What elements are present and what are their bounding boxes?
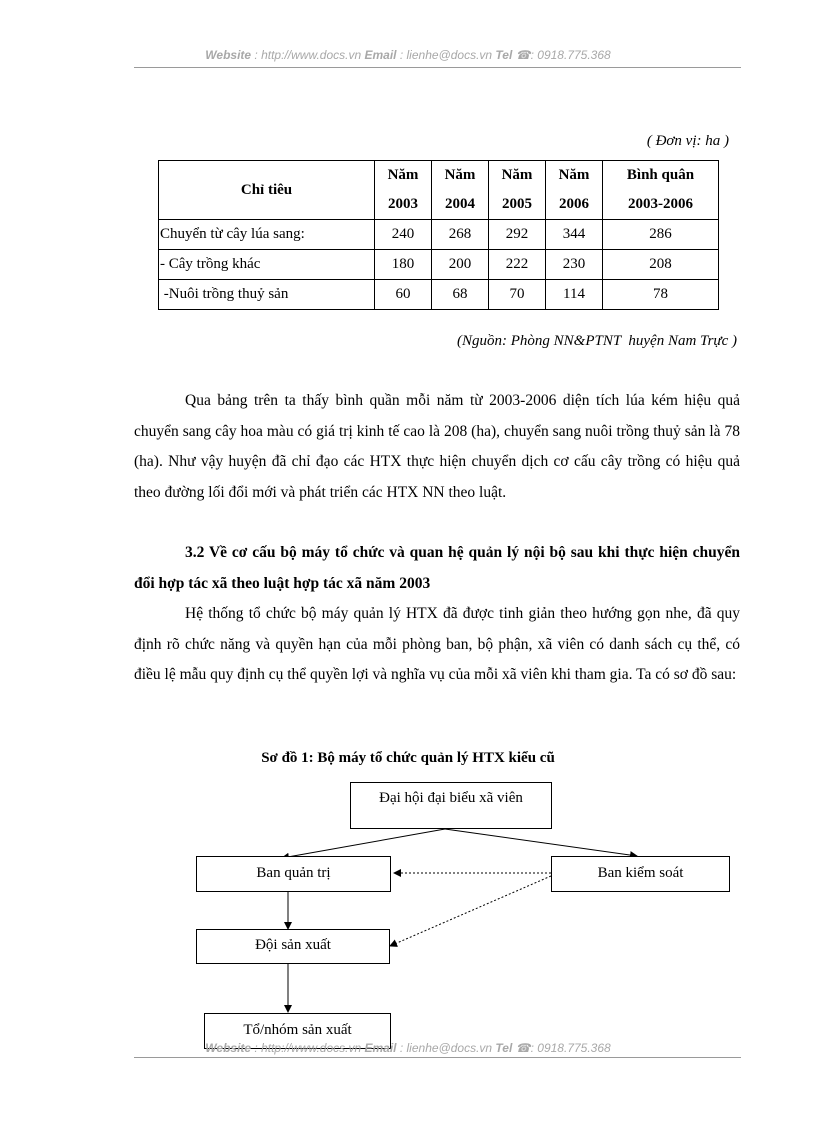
table-cell: 286 [603, 220, 719, 250]
header-email-label: Email [364, 48, 397, 62]
diagram-title: Sơ đồ 1: Bộ máy tổ chức quản lý HTX kiểu cũ [261, 750, 555, 766]
header-tel-label: Tel [495, 48, 513, 62]
table-cell: 180 [375, 250, 432, 280]
table-cell: 114 [546, 280, 603, 310]
col-header-average: Bình quân 2003-2006 [603, 161, 719, 220]
arrow-assembly-to-board [282, 829, 445, 858]
header-email-value[interactable]: : lienhe@docs.vn [399, 48, 493, 62]
page-footer [0, 1041, 816, 1055]
footer-divider [134, 1057, 741, 1058]
row-label: -Nuôi trồng thuỷ sản [159, 280, 375, 310]
table-cell: 68 [432, 280, 489, 310]
col-header-2003: Năm 2003 [375, 161, 432, 220]
col-header-2005: Năm 2005 [489, 161, 546, 220]
row-label: Chuyển từ cây lúa sang: [159, 220, 375, 250]
node-supervisory-board [551, 856, 730, 892]
header-website-value[interactable]: : http://www.docs.vn [254, 48, 362, 62]
footer-website-value[interactable]: : http://www.docs.vn [254, 1041, 362, 1055]
table-cell: 268 [432, 220, 489, 250]
header-website-label: Website [205, 48, 252, 62]
footer-email-value[interactable]: : lienhe@docs.vn [399, 1041, 493, 1055]
node-label: Ban quản trị [256, 865, 331, 881]
table-cell: 292 [489, 220, 546, 250]
node-board-of-management [196, 856, 391, 892]
node-label: Ban kiểm soát [597, 865, 684, 881]
col-header-indicator: Chỉ tiêu [159, 161, 375, 220]
table-cell: 208 [603, 250, 719, 280]
footer-tel-label: Tel [495, 1041, 513, 1055]
col-header-2006: Năm 2006 [546, 161, 603, 220]
paragraph-analysis: Qua bảng trên ta thấy bình quần mỗi năm từ 2003-2006 diện tích lúa kém hiệu quả chuyển sang cây hoa màu có giá trị kinh tế cao là 208 (ha), chuyển sang nuôi trồng thuỷ sản là 78 (ha). Như vậy huyện đã chỉ đạo các HTX thực hiện chuyển dịch cơ cấu cây trồng có hiệu quả theo đường lối đổi mới và phát triển các HTX NN theo luật. [134, 392, 740, 501]
table-cell: 344 [546, 220, 603, 250]
col-header-2004: Năm 2004 [432, 161, 489, 220]
table-cell: 222 [489, 250, 546, 280]
node-label: Đại hội đại biểu xã viên [379, 790, 523, 806]
table-cell: 240 [375, 220, 432, 250]
source-note: (Nguồn: Phòng NN&PTNT huyện Nam Trực ) [456, 333, 737, 349]
node-production-team [196, 929, 390, 964]
paragraph-organization: Hệ thống tổ chức bộ máy quản lý HTX đã được tinh giản theo hướng gọn nhe, đã quy định rõ chức năng và quyền hạn của mỗi phòng ban, bộ phận, xã viên có danh sách cụ thể, có điều lệ mẫu quy định cụ thể quyền lợi và nghĩa vụ của mỗi xã viên khi tham gia. Ta có sơ đồ sau: [134, 605, 740, 683]
footer-website-label: Website [205, 1041, 252, 1055]
table-cell: 78 [603, 280, 719, 310]
footer-tel-value: ☎: 0918.775.368 [515, 1041, 611, 1055]
node-general-assembly [350, 782, 552, 829]
unit-note: ( Đơn vị: ha ) [646, 133, 729, 149]
table-cell: 230 [546, 250, 603, 280]
node-label: Tổ/nhóm sản xuất [243, 1022, 352, 1038]
header-tel-value: ☎: 0918.775.368 [515, 48, 611, 62]
row-label: - Cây trồng khác [159, 250, 375, 280]
table-cell: 60 [375, 280, 432, 310]
section-heading: 3.2 Về cơ cấu bộ máy tổ chức và quan hệ quản lý nội bộ sau khi thực hiện chuyển đổi hợp tác xã theo luật hợp tác xã năm 2003 [134, 544, 740, 592]
arrow-assembly-to-supervisory [445, 829, 637, 856]
table-cell: 200 [432, 250, 489, 280]
node-label: Đội sản xuất [255, 937, 331, 953]
dashed-arrow-supervisory-to-team [390, 876, 551, 946]
footer-email-label: Email [364, 1041, 397, 1055]
table-cell: 70 [489, 280, 546, 310]
